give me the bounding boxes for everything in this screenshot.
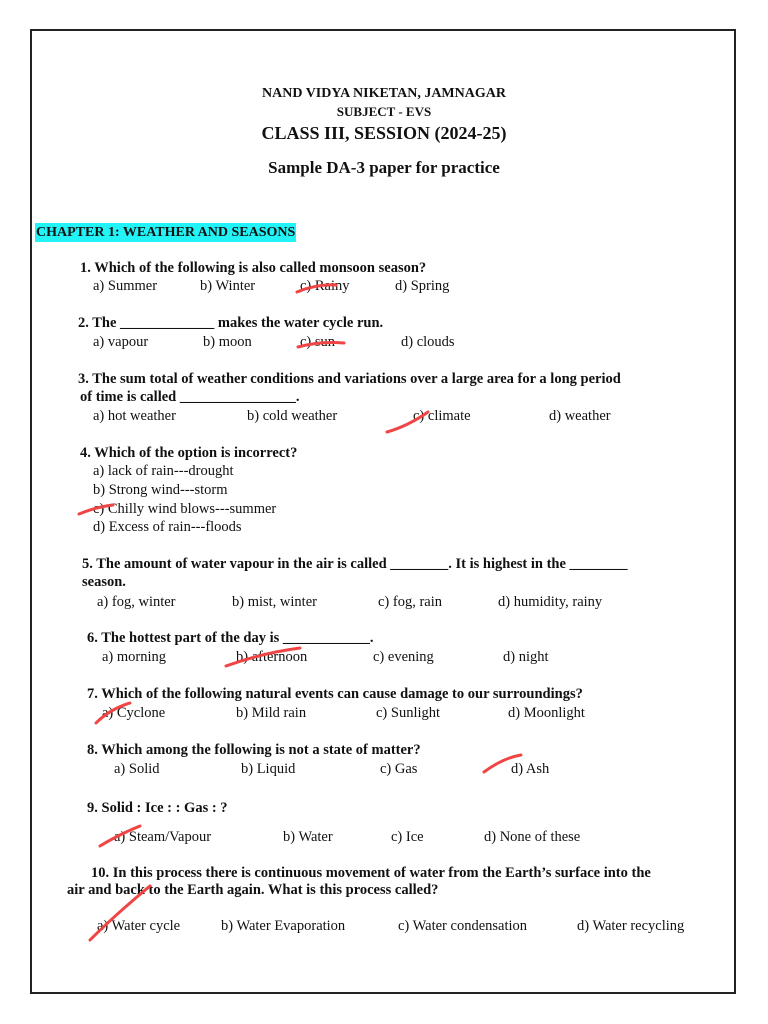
q8-option-c: c) Gas <box>380 761 418 777</box>
school-name: NAND VIDYA NIKETAN, JAMNAGAR <box>262 86 506 101</box>
question-3: 3. The sum total of weather conditions and variations over a large area for a long period <box>78 371 621 387</box>
q4-option-a: a) lack of rain---drought <box>93 463 234 479</box>
question-6: 6. The hottest part of the day is ____________. <box>87 630 374 646</box>
q4-option-b: b) Strong wind---storm <box>93 482 228 498</box>
q10-option-b: b) Water Evaporation <box>221 918 346 934</box>
q1-option-d: d) Spring <box>395 278 450 294</box>
q7-option-d: d) Moonlight <box>508 705 585 721</box>
question-8: 8. Which among the following is not a state of matter? <box>87 742 421 758</box>
question-10: 10. In this process there is continuous movement of water from the Earth’s surface into the <box>91 865 651 881</box>
q10-option-a: a) Water cycle <box>97 918 181 934</box>
q5-option-d: d) humidity, rainy <box>498 594 603 610</box>
q3-option-d: d) weather <box>549 408 611 424</box>
question-10-cont: air and back to the Earth again. What is this process called? <box>67 882 439 898</box>
question-4: 4. Which of the option is incorrect? <box>80 445 298 461</box>
class-session: CLASS III, SESSION (2024-25) <box>261 123 507 143</box>
q7-option-b: b) Mild rain <box>236 705 307 721</box>
question-1: 1. Which of the following is also called monsoon season? <box>80 260 427 276</box>
q5-option-b: b) mist, winter <box>232 594 317 610</box>
q1-option-a: a) Summer <box>93 278 158 294</box>
paper-title: Sample DA-3 paper for practice <box>268 158 500 177</box>
q4-option-c: c) Chilly wind blows---summer <box>93 501 277 517</box>
q1-option-c: c) Rainy <box>300 278 350 294</box>
q2-option-a: a) vapour <box>93 334 149 350</box>
q7-option-a: a) Cyclone <box>102 705 166 721</box>
q5-option-c: c) fog, rain <box>378 594 443 610</box>
q6-option-a: a) morning <box>102 649 167 665</box>
question-2: 2. The _____________ makes the water cycle run. <box>78 315 384 331</box>
question-9: 9. Solid : Ice : : Gas : ? <box>87 800 228 816</box>
q10-option-d: d) Water recycling <box>577 918 685 934</box>
q2-option-d: d) clouds <box>401 334 455 350</box>
q5-option-a: a) fog, winter <box>97 594 176 610</box>
q10-option-c: c) Water condensation <box>398 918 528 934</box>
question-5-cont: season. <box>82 574 126 590</box>
q7-option-c: c) Sunlight <box>376 705 441 721</box>
q9-option-b: b) Water <box>283 829 333 845</box>
chapter-heading: CHAPTER 1: WEATHER AND SEASONS <box>36 225 296 240</box>
q3-option-b: b) cold weather <box>247 408 338 424</box>
q6-option-b: b) afternoon <box>236 649 308 665</box>
q3-option-c: c) climate <box>413 408 471 424</box>
q9-option-c: c) Ice <box>391 829 424 845</box>
q6-option-d: d) night <box>503 649 549 665</box>
q4-option-d: d) Excess of rain---floods <box>93 519 242 535</box>
q8-option-a: a) Solid <box>114 761 160 777</box>
question-3-cont: of time is called ________________. <box>80 389 300 405</box>
q9-option-d: d) None of these <box>484 829 581 845</box>
question-7: 7. Which of the following natural events can cause damage to our surroundings? <box>87 686 583 702</box>
q8-option-b: b) Liquid <box>241 761 296 777</box>
q2-option-c: c) sun <box>300 334 336 350</box>
question-5: 5. The amount of water vapour in the air is called ________. It is highest in the ________ <box>82 556 628 572</box>
q3-option-a: a) hot weather <box>93 408 176 424</box>
q9-option-a: a) Steam/Vapour <box>114 829 212 845</box>
q2-option-b: b) moon <box>203 334 252 350</box>
q8-option-d: d) Ash <box>511 761 550 777</box>
subject-line: SUBJECT - EVS <box>336 104 432 119</box>
q6-option-c: c) evening <box>373 649 434 665</box>
q1-option-b: b) Winter <box>200 278 256 294</box>
